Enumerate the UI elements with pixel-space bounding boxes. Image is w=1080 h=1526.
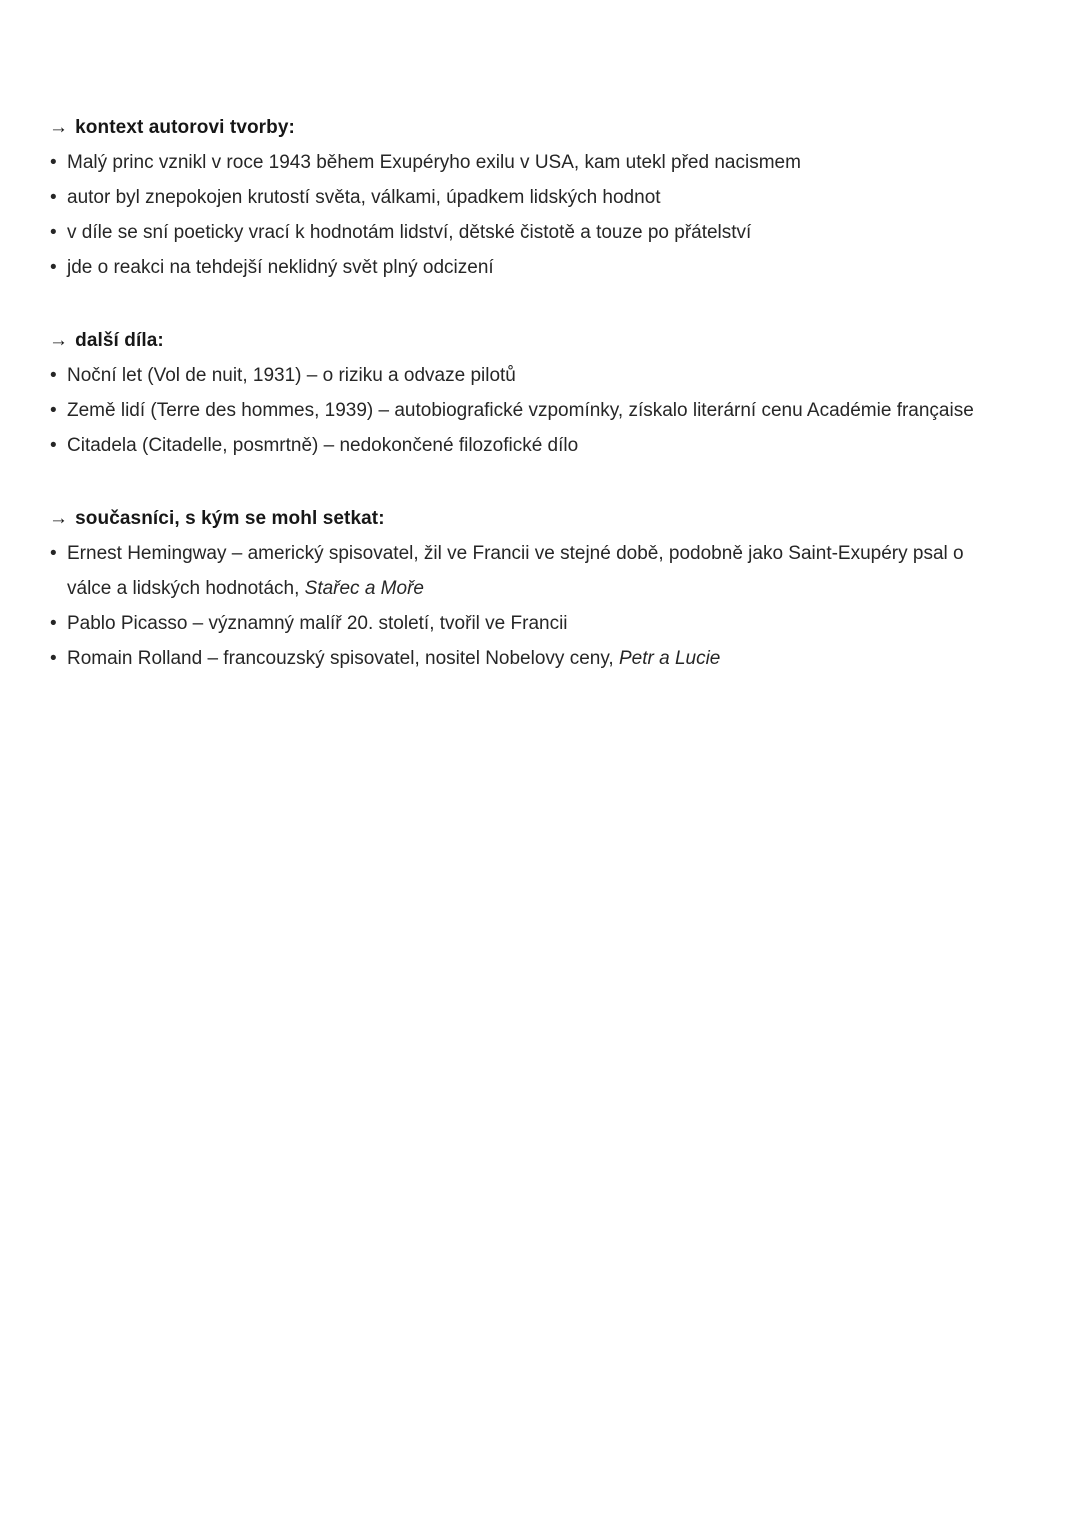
bullet-icon: • [50,222,57,243]
list-item [49,606,1001,641]
bullet-icon: • [50,365,57,386]
list-item [49,215,1001,250]
list-item-text: Noční let (Vol de nuit, 1931) – o riziku a odvaze pilotů [67,365,516,386]
section-heading-label: současníci, s kým se mohl setkat: [75,508,385,529]
arrow-icon: → [49,330,69,351]
bullet-icon: • [50,648,57,669]
bullet-icon: • [50,543,57,564]
bullet-icon: • [50,435,57,456]
list-item-text: jde o reakci na tehdejší neklidný svět plný odcizení [67,257,494,278]
section-heading-label: kontext autorovi tvorby: [75,117,295,138]
list-item-text: Pablo Picasso – významný malíř 20. století, tvořil ve Francii [67,613,568,634]
list-item [49,145,1001,180]
arrow-icon: → [49,117,69,138]
list-item-text: Ernest Hemingway – americký spisovatel, žil ve Francii ve stejné době, podobně jako Saint-Exupéry psal o válce a lidských hodnotách, [67,543,964,599]
arrow-icon: → [49,508,69,529]
bullet-icon: • [50,400,57,421]
list-item-text: v díle se sní poeticky vrací k hodnotám lidství, dětské čistotě a touze po přátelství [67,222,752,243]
list-item-text: Romain Rolland – francouzský spisovatel, nositel Nobelovy ceny, [67,648,619,669]
bullet-icon: • [50,613,57,634]
list-item [49,428,1001,463]
section-author-context [49,110,1036,285]
list-item [49,641,1001,676]
section-heading [49,501,1036,536]
bullet-icon: • [50,257,57,278]
section-heading [49,110,1036,145]
list-item-italic-title: Stařec a Moře [304,578,424,599]
list-item [49,393,1001,428]
list-item [49,358,1001,393]
bullet-icon: • [50,152,57,173]
list-item-text: autor byl znepokojen krutostí světa, válkami, úpadkem lidských hodnot [67,187,661,208]
list-item [49,250,1001,285]
list-item-italic-title: Petr a Lucie [618,648,721,669]
section-other-works [49,323,1036,463]
list-item-text: Citadela (Citadelle, posmrtně) – nedokončené filozofické dílo [67,435,579,456]
list-item [49,180,1001,215]
section-heading-label: další díla: [75,330,164,351]
section-contemporaries [49,501,1036,676]
bullet-icon: • [50,187,57,208]
list-item-text: Malý princ vznikl v roce 1943 během Exupéryho exilu v USA, kam utekl před nacismem [67,152,801,173]
list-item-text: Země lidí (Terre des hommes, 1939) – autobiografické vzpomínky, získalo literární cenu Académie française [67,400,974,421]
list-item [49,536,1001,606]
section-heading [49,323,1036,358]
